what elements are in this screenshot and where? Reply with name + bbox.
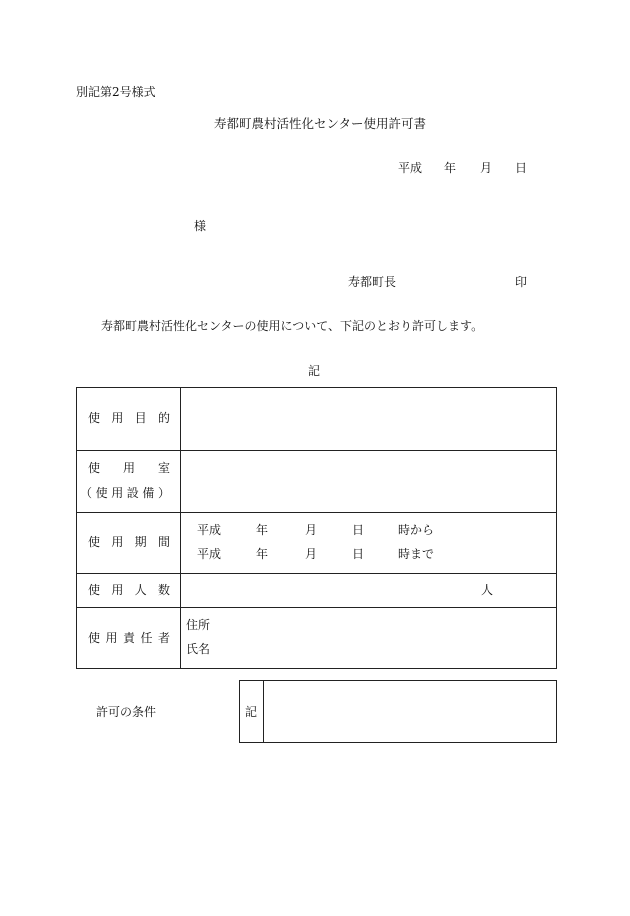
date-era: 平成 <box>398 161 423 175</box>
count-label <box>88 584 170 596</box>
label-char: 用 <box>111 535 124 549</box>
label-char: 使 <box>88 583 101 597</box>
ki-heading: 記 <box>308 364 321 378</box>
table-row-divider <box>76 573 557 574</box>
equipment-label-text <box>80 487 170 499</box>
label-char: ） <box>157 486 170 500</box>
period-start-era: 平成 <box>197 523 222 537</box>
address-label: 住所 <box>186 618 211 632</box>
label-char: 的 <box>157 411 170 425</box>
label-char: 用 <box>105 631 118 645</box>
period-end-time: 時まで <box>398 547 435 561</box>
conditions-value-cell[interactable] <box>264 681 556 742</box>
period-start-year: 年 <box>256 523 269 537</box>
equipment-label <box>80 487 170 499</box>
purpose-label-text <box>88 412 170 424</box>
conditions-label: 許可の条件 <box>96 705 157 719</box>
period-end-day: 日 <box>352 547 365 561</box>
label-char: 責 <box>122 631 135 645</box>
responsible-label-text <box>88 632 170 644</box>
addressee-suffix: 様 <box>194 219 207 233</box>
date-day: 日 <box>515 161 528 175</box>
issuer-name: 寿都町長 <box>348 275 397 289</box>
label-char: 用 <box>122 461 135 475</box>
period-start-time: 時から <box>398 523 435 537</box>
responsible-label <box>88 632 170 644</box>
room-label <box>88 462 170 474</box>
label-char: 人 <box>134 583 147 597</box>
purpose-label <box>88 412 170 424</box>
count-unit: 人 <box>481 583 494 597</box>
label-char: 用 <box>111 583 124 597</box>
label-char: 設 <box>126 486 139 500</box>
date-month: 月 <box>480 161 493 175</box>
count-label-text <box>88 584 170 596</box>
room-value-cell[interactable] <box>181 451 556 511</box>
document-title: 寿都町農村活性化センター使用許可書 <box>214 116 427 131</box>
label-char: 使 <box>88 631 101 645</box>
purpose-value-cell[interactable] <box>181 388 556 449</box>
label-char: （ <box>80 486 93 500</box>
table-row-divider <box>76 512 557 513</box>
label-char: 使 <box>88 461 101 475</box>
label-char: 使 <box>95 486 108 500</box>
period-start-day: 日 <box>352 523 365 537</box>
period-end-month: 月 <box>305 547 318 561</box>
room-label-text <box>88 462 170 474</box>
period-start-month: 月 <box>305 523 318 537</box>
form-number: 別記第2号様式 <box>76 85 156 99</box>
label-char: 数 <box>157 583 170 597</box>
label-char: 用 <box>111 486 124 500</box>
label-char: 任 <box>140 631 153 645</box>
label-char: 備 <box>142 486 155 500</box>
label-char: 目 <box>134 411 147 425</box>
period-label-text <box>88 536 170 548</box>
label-char: 室 <box>157 461 170 475</box>
label-char: 間 <box>157 535 170 549</box>
label-char: 使 <box>88 411 101 425</box>
table-row-divider <box>76 607 557 608</box>
name-label: 氏名 <box>186 642 211 656</box>
period-end-era: 平成 <box>197 547 222 561</box>
label-char: 期 <box>134 535 147 549</box>
label-char: 者 <box>157 631 170 645</box>
period-label <box>88 536 170 548</box>
body-text: 寿都町農村活性化センターの使用について、下記のとおり許可します。 <box>101 319 484 333</box>
conditions-ki: 記 <box>245 705 258 719</box>
date-year: 年 <box>444 161 457 175</box>
period-end-year: 年 <box>256 547 269 561</box>
seal-mark: 印 <box>515 275 528 289</box>
label-char: 用 <box>111 411 124 425</box>
label-char: 使 <box>88 535 101 549</box>
